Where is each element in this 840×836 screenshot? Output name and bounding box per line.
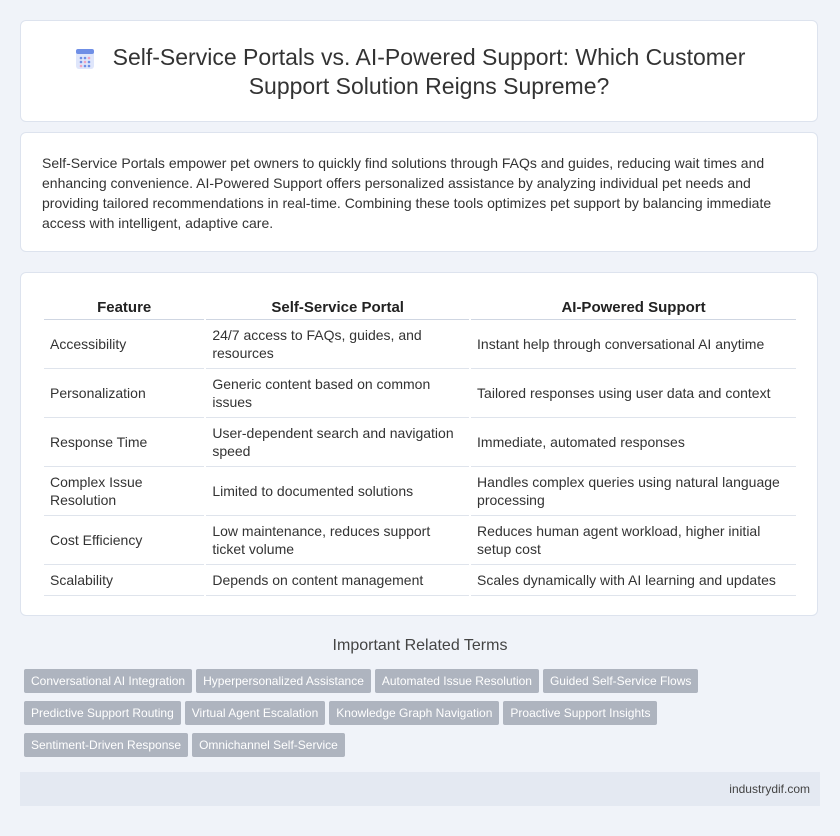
- header-self-service: Self-Service Portal: [206, 295, 469, 320]
- footer-site-link[interactable]: industrydif.com: [729, 782, 810, 796]
- self-service-cell: Depends on content management: [206, 565, 469, 596]
- page-title: Self-Service Portals vs. AI-Powered Support: Which Customer Support Solution Reigns Supreme?: [112, 44, 746, 99]
- footer: [20, 772, 820, 806]
- table-row: [44, 320, 796, 369]
- self-service-cell: Generic content based on common issues: [206, 369, 469, 418]
- related-terms-title: Important Related Terms: [332, 637, 508, 654]
- table-row: [44, 418, 796, 467]
- feature-cell: Cost Efficiency: [44, 516, 204, 565]
- header-ai-powered: AI-Powered Support: [471, 295, 796, 320]
- related-term-tag[interactable]: Knowledge Graph Navigation: [329, 701, 499, 725]
- ai-powered-cell: Reduces human agent workload, higher initial setup cost: [471, 516, 796, 565]
- self-service-cell: Limited to documented solutions: [206, 467, 469, 516]
- table-row: [44, 516, 796, 565]
- ai-powered-cell: Tailored responses using user data and context: [471, 369, 796, 418]
- related-term-tag[interactable]: Virtual Agent Escalation: [185, 701, 326, 725]
- feature-cell: Scalability: [44, 565, 204, 596]
- table-row: [44, 369, 796, 418]
- related-term-tag[interactable]: Sentiment-Driven Response: [24, 733, 188, 757]
- comparison-card: [20, 272, 818, 616]
- feature-cell: Accessibility: [44, 320, 204, 369]
- related-terms-list: [24, 669, 824, 765]
- feature-cell: Complex Issue Resolution: [44, 467, 204, 516]
- ai-powered-cell: Immediate, automated responses: [471, 418, 796, 467]
- intro-card: [20, 132, 818, 252]
- related-term-tag[interactable]: Conversational AI Integration: [24, 669, 192, 693]
- related-term-tag[interactable]: Proactive Support Insights: [503, 701, 657, 725]
- related-term-tag[interactable]: Omnichannel Self-Service: [192, 733, 345, 757]
- title-card: [20, 20, 818, 122]
- related-term-tag[interactable]: Guided Self-Service Flows: [543, 669, 698, 693]
- comparison-table: [42, 295, 798, 596]
- self-service-cell: 24/7 access to FAQs, guides, and resources: [206, 320, 469, 369]
- header-feature: Feature: [44, 295, 204, 320]
- feature-cell: Response Time: [44, 418, 204, 467]
- table-header-row: [44, 295, 796, 320]
- self-service-cell: User-dependent search and navigation speed: [206, 418, 469, 467]
- ai-powered-cell: Instant help through conversational AI anytime: [471, 320, 796, 369]
- table-row: [44, 565, 796, 596]
- related-term-tag[interactable]: Hyperpersonalized Assistance: [196, 669, 371, 693]
- ai-powered-cell: Handles complex queries using natural language processing: [471, 467, 796, 516]
- table-row: [44, 467, 796, 516]
- ai-powered-cell: Scales dynamically with AI learning and updates: [471, 565, 796, 596]
- related-term-tag[interactable]: Automated Issue Resolution: [375, 669, 539, 693]
- intro-paragraph: Self-Service Portals empower pet owners to quickly find solutions through FAQs and guides, reducing wait times and enhancing convenience. AI-Powered Support offers personalized assistance by analyzing individual pet needs and providing tailored recommendations in real-time. Combining these tools optimizes pet support by balancing immediate access with intelligent, adaptive care.: [42, 155, 772, 231]
- feature-cell: Personalization: [44, 369, 204, 418]
- self-service-cell: Low maintenance, reduces support ticket volume: [206, 516, 469, 565]
- related-term-tag[interactable]: Predictive Support Routing: [24, 701, 181, 725]
